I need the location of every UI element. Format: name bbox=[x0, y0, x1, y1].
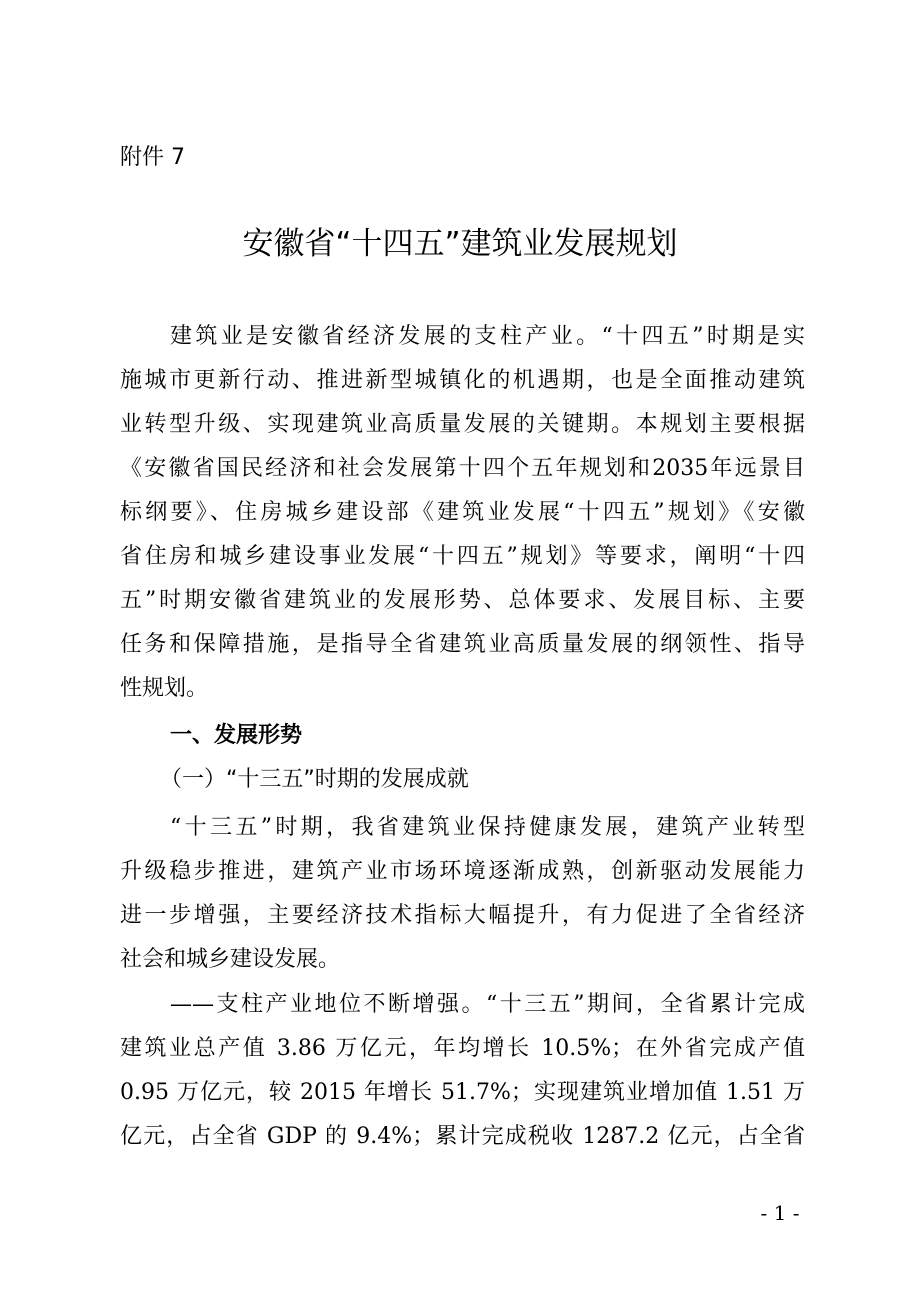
section-heading: 一、发展形势 bbox=[170, 723, 303, 748]
page-number: - 1 - bbox=[760, 1201, 800, 1225]
intro-line-6: 省住房和城乡建设事业发展“十四五”规划》等要求，阐明“十四 bbox=[120, 544, 805, 569]
intro-line-5: 标纲要》、住房城乡建设部《建筑业发展“十四五”规划》《安徽 bbox=[120, 500, 805, 525]
attachment-label: 附件 7 bbox=[120, 145, 185, 170]
pillar-line-2: 建筑业总产值 3.86 万亿元，年均增长 10.5%；在外省完成产值 bbox=[120, 1036, 805, 1061]
achievement-line-1: “十三五”时期，我省建筑业保持健康发展，建筑产业转型 bbox=[170, 815, 805, 840]
achievement-line-4: 社会和城乡建设发展。 bbox=[120, 947, 341, 972]
subsection-heading: （一）“十三五”时期的发展成就 bbox=[160, 767, 469, 792]
pillar-line-4: 亿元，占全省 GDP 的 9.4%；累计完成税收 1287.2 亿元，占全省 bbox=[120, 1124, 805, 1149]
document-title: 安徽省“十四五”建筑业发展规划 bbox=[242, 226, 678, 262]
intro-line-4: 《安徽省国民经济和社会发展第十四个五年规划和2035年远景目 bbox=[120, 456, 805, 481]
intro-line-3: 业转型升级、实现建筑业高质量发展的关键期。本规划主要根据 bbox=[120, 412, 805, 437]
intro-line-9: 性规划。 bbox=[120, 676, 209, 701]
intro-line-1: 建筑业是安徽省经济发展的支柱产业。“十四五”时期是实 bbox=[170, 324, 805, 349]
achievement-line-3: 进一步增强，主要经济技术指标大幅提升，有力促进了全省经济 bbox=[120, 903, 805, 928]
intro-line-2: 施城市更新行动、推进新型城镇化的机遇期，也是全面推动建筑 bbox=[120, 368, 805, 393]
pillar-line-3: 0.95 万亿元，较 2015 年增长 51.7%；实现建筑业增加值 1.51 万 bbox=[120, 1080, 805, 1105]
pillar-line-1: ——支柱产业地位不断增强。“十三五”期间，全省累计完成 bbox=[170, 992, 805, 1017]
achievement-line-2: 升级稳步推进，建筑产业市场环境逐渐成熟，创新驱动发展能力 bbox=[120, 859, 805, 884]
intro-line-7: 五”时期安徽省建筑业的发展形势、总体要求、发展目标、主要 bbox=[120, 588, 805, 613]
intro-line-8: 任务和保障措施，是指导全省建筑业高质量发展的纲领性、指导 bbox=[120, 632, 805, 657]
